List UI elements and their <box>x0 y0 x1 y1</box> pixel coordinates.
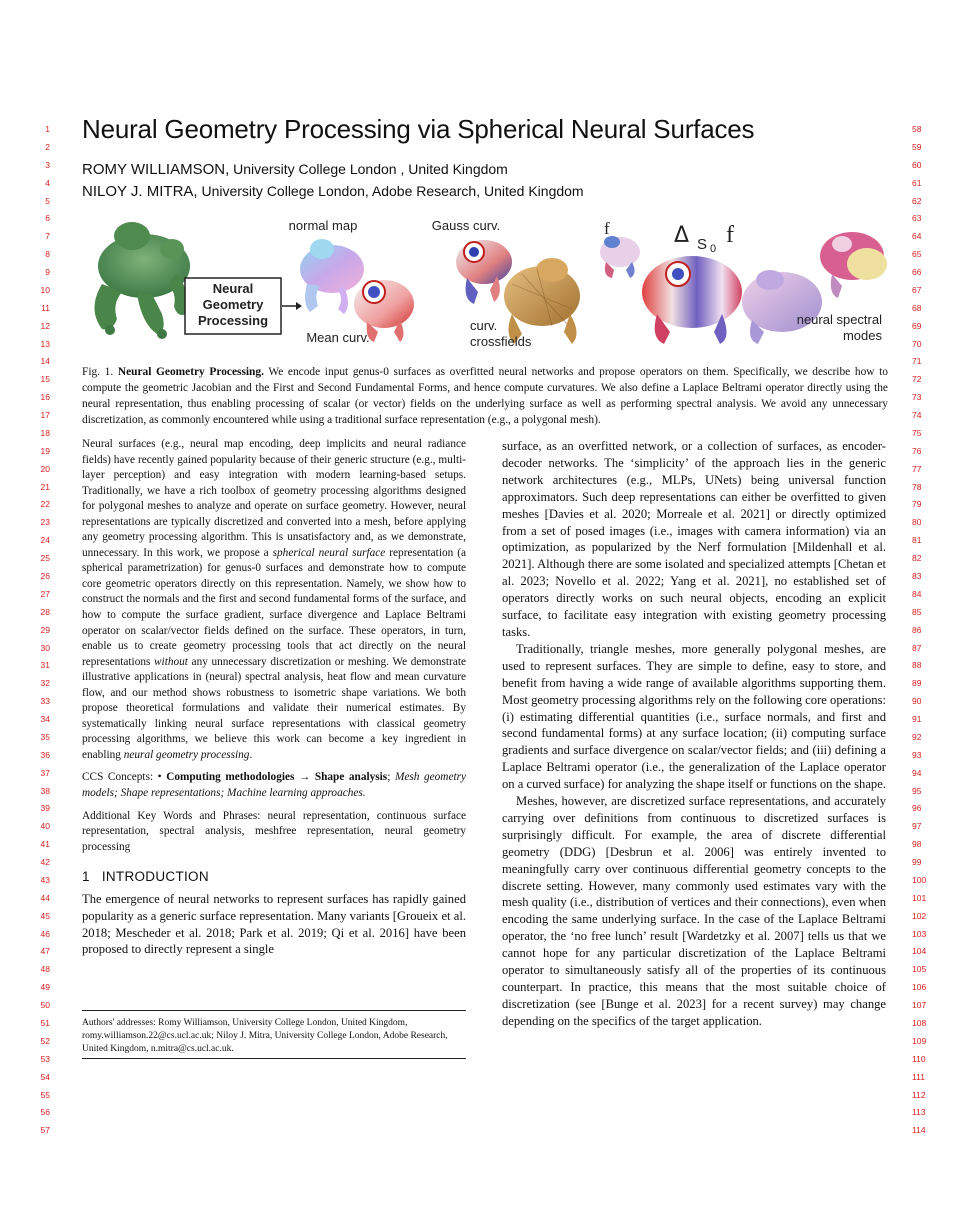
line-number: 37 <box>40 767 50 778</box>
line-number: 90 <box>912 696 922 707</box>
line-number: 66 <box>912 267 922 278</box>
line-number: 100 <box>912 874 927 885</box>
line-number: 10 <box>40 284 50 295</box>
abstract-text: . <box>249 748 253 761</box>
line-number: 84 <box>912 588 922 599</box>
line-number: 80 <box>912 517 922 528</box>
author-name: NILOY J. MITRA, <box>82 183 198 200</box>
laplacian-frog <box>642 256 742 344</box>
line-number: 49 <box>40 982 50 993</box>
label-laplace-sub: S <box>697 236 708 253</box>
line-number: 34 <box>40 714 50 725</box>
line-number: 102 <box>912 910 927 921</box>
ccs-label: CCS Concepts: • <box>82 771 167 784</box>
label-normal-map: normal map <box>288 218 358 233</box>
teaser-figure <box>82 214 892 356</box>
line-number: 30 <box>40 642 50 653</box>
line-number: 8 <box>45 249 50 260</box>
abstract-text: any unnecessary discretization or meshing. We demonstrate illustrative applications in (neural) spectral analysis, heat flow and mean curvature flow, and our method shows robustness to isometric shape variations. We both propose theoretical formulations and validate their numerical estimates. By systematically linking neural surface representations with classical geometry processing algorithms, we believe this work can become a key ingredient in enabling <box>82 655 466 761</box>
footnote-rule <box>82 1058 466 1059</box>
line-number: 3 <box>45 159 50 170</box>
line-number: 32 <box>40 678 50 689</box>
line-number: 58 <box>912 124 922 134</box>
line-number: 89 <box>912 678 922 689</box>
crossfield-frog <box>504 258 580 344</box>
label-laplace-sub0: 0 <box>710 243 717 255</box>
label-curv: curv. <box>470 318 498 333</box>
abstract-em: without <box>154 655 188 668</box>
line-number: 101 <box>912 892 927 903</box>
line-number: 39 <box>40 803 50 814</box>
line-number: 65 <box>912 249 922 260</box>
line-number: 47 <box>40 946 50 957</box>
label-crossfields: crossfields <box>470 334 532 349</box>
line-number: 4 <box>45 177 50 188</box>
line-number: 106 <box>912 982 927 993</box>
line-number: 25 <box>40 553 50 564</box>
author-line-2 <box>82 183 584 200</box>
function-f-frog <box>600 236 640 278</box>
line-number: 86 <box>912 624 922 635</box>
line-number: 85 <box>912 606 922 617</box>
line-number: 109 <box>912 1035 927 1046</box>
line-number: 63 <box>912 213 922 224</box>
line-number: 68 <box>912 302 922 313</box>
line-number: 40 <box>40 821 50 832</box>
line-number: 31 <box>40 660 50 671</box>
line-number: 33 <box>40 696 50 707</box>
author-affiliation: University College London, Adobe Research, United Kingdom <box>197 183 584 199</box>
line-number: 64 <box>912 231 922 242</box>
line-number: 55 <box>40 1089 50 1100</box>
label-modes: modes <box>842 328 882 343</box>
body-paragraph: surface, as an overfitted network, or a collection of surfaces, as encoder-decoder networks. The ‘simplicity’ of the approach lies in the generic network architectures (e.g., MLPs, UNets) being universal function approximators. Such deep representations can either be overfitted to given meshes [Davies et al. 2020; Morreale et al. 2021] or directly optimized from a set of posed images (i.e., images with camera information) via an optimization, as popularized by the Nerf formulation [Mildenhall et al. 2021]. Although there are some isolated and specialized attempts [Chetan et al. 2023; Novello et al. 2022; Yang et al. 2021], no established set of operators directly works on such neural objects, encoding an explicit surface, to facilitate easy integration with existing geometry processing tasks. <box>502 439 886 639</box>
abstract-text: representation (a spherical parametrization) for genus-0 surfaces and demonstrate how to compute core geometric operators directly on this representation. Namely, we show how to construct the normals and the first and second fundamental forms of the surface, and how to compute the surface gradient, surface divergence and Laplace Beltrami operator on scalar/vector fields defined on the surface. These operators, in turn, enable us to create geometry processing tools that act directly on the neural representations <box>82 546 466 668</box>
line-number: 38 <box>40 785 50 796</box>
arrow-head <box>296 302 302 310</box>
box-label-3: Processing <box>197 313 269 328</box>
box-label-1: Neural <box>212 281 254 296</box>
label-f: f <box>604 219 610 238</box>
label-gauss-curv: Gauss curv. <box>431 218 501 233</box>
line-number: 91 <box>912 714 922 725</box>
gauss-curvature-frog <box>456 240 512 304</box>
line-number: 16 <box>40 392 50 403</box>
line-number: 9 <box>45 267 50 278</box>
caption-prefix: Fig. 1. <box>82 366 118 378</box>
line-number: 15 <box>40 374 50 385</box>
line-number: 113 <box>912 1107 926 1118</box>
section-number: 1 <box>82 869 90 885</box>
line-number: 35 <box>40 731 50 742</box>
author-line-1 <box>82 161 508 178</box>
author-affiliation: University College London , United Kingdom <box>229 161 508 177</box>
line-number: 43 <box>40 874 50 885</box>
line-number: 82 <box>912 553 922 564</box>
line-number: 21 <box>40 481 50 492</box>
line-number: 75 <box>912 427 922 438</box>
line-number: 62 <box>912 195 922 206</box>
abstract <box>82 437 466 763</box>
ccs-sep: ; <box>387 771 395 784</box>
line-number: 36 <box>40 749 50 760</box>
left-column <box>82 437 466 958</box>
line-number: 67 <box>912 284 922 295</box>
line-number: 26 <box>40 571 50 581</box>
intro-paragraph: The emergence of neural networks to represent surfaces has rapidly gained popularity as a generic surface representation. Many variants [Groueix et al. 2018; Mescheder et al. 2018; Park et al. 2019; Qi et al. 2016] have been proposed to directly represent a single <box>82 891 466 957</box>
line-number: 110 <box>912 1053 926 1064</box>
line-number: 19 <box>40 445 50 456</box>
label-laplace-delta: Δ <box>674 223 690 248</box>
line-number: 94 <box>912 767 922 778</box>
line-number: 45 <box>40 910 50 921</box>
line-number: 105 <box>912 964 927 975</box>
line-number: 44 <box>40 892 50 903</box>
line-number: 41 <box>40 839 50 850</box>
line-number: 107 <box>912 1000 927 1011</box>
abstract-em: neural geometry processing <box>123 748 250 761</box>
line-number: 48 <box>40 964 50 975</box>
line-number: 77 <box>912 463 922 474</box>
line-number: 23 <box>40 517 50 528</box>
line-number: 14 <box>40 356 50 367</box>
line-number: 70 <box>912 338 922 349</box>
line-number: 7 <box>45 231 50 242</box>
line-number: 20 <box>40 463 50 474</box>
line-number: 112 <box>912 1089 926 1100</box>
line-number: 13 <box>40 338 50 349</box>
line-number: 61 <box>912 177 922 188</box>
abstract-em: spherical neural surface <box>272 546 386 559</box>
body-paragraph: Meshes, however, are discretized surface representations, and accurately carrying over definitions from continuous to discretized surfaces is surprisingly difficult. For example, the area of discrete differential geometry (DDG) [Desbrun et al. 2006] was entirely invented to meaningfully carry over continuous differential geometry concepts to the discrete setting. However, many commonly used estimates vary with the mesh quality (i.e., distribution of vertices and their connections), even when encoding the same underlying surface. In the case of the Laplace Beltrami operator, the ‘no free lunch’ result [Wardetzky et al. 2007] tells us that we cannot hope for any particular discretization of the Laplace Beltrami operator to simultaneously satisfy all of the properties of its continuous counterpart. In practice, this means that the most suitable choice of discretization (see [Bunge et al. 2023] for a recent survey) may change depending on the specifics of the target application. <box>502 794 886 1028</box>
label-neural-spectral: neural spectral <box>796 312 882 327</box>
abstract-text: Neural surfaces (e.g., neural map encoding, deep implicits and neural radiance fields) have recently gained popularity because of their generic structure (e.g., multi-layer perception) and easy integration with modern learning-based setups. Traditionally, we have a rich toolbox of geometry processing algorithms designed for polygonal meshes to analyze and operate on surface geometry. However, neural representations are typically discretized and converted into a mesh, before applying any geometry processing algorithm. This is unsatisfactory and, as we demonstrate, unnecessary. In this work, we propose a <box>82 438 466 559</box>
line-number: 88 <box>912 660 922 671</box>
line-number: 76 <box>912 445 922 456</box>
figure-caption <box>82 364 888 428</box>
line-number: 99 <box>912 857 922 868</box>
line-number: 114 <box>912 1125 926 1136</box>
line-number: 74 <box>912 410 922 421</box>
line-number: 78 <box>912 481 922 492</box>
line-number: 60 <box>912 159 922 170</box>
line-number: 27 <box>40 588 50 599</box>
line-number: 79 <box>912 499 922 510</box>
line-number: 6 <box>45 213 50 224</box>
box-label-2: Geometry <box>202 297 264 312</box>
line-number: 5 <box>45 195 50 206</box>
line-number: 1 <box>45 124 50 134</box>
line-number: 17 <box>40 410 50 421</box>
ccs-concepts <box>82 770 466 801</box>
line-number: 72 <box>912 374 922 385</box>
line-number: 57 <box>40 1125 50 1136</box>
ccs-bold: Computing methodologies → Shape analysis <box>166 771 388 784</box>
section-heading-introduction <box>82 869 466 885</box>
line-number: 18 <box>40 427 50 438</box>
line-number: 53 <box>40 1053 50 1064</box>
line-number: 83 <box>912 571 922 581</box>
line-number: 46 <box>40 928 50 939</box>
line-number: 97 <box>912 821 922 832</box>
body-paragraph: Traditionally, triangle meshes, more generally polygonal meshes, are used to represent surfaces. They are simple to define, easy to store, and benefit from having a wide range of available algorithms supporting them. Most geometry processing algorithms rely on the following core operations: (i) estimating differential quantities (i.e., surface normals, and first and second fundamental forms) at any surface location; (ii) computing surface gradients and surface divergence on scalar/vector fields; and (iii) defining a Laplace Beltrami operator (i.e., the generalization of the Laplace operator on a curved surface) for analyzing the shape itself or functions on the shape. <box>502 641 886 792</box>
right-column <box>502 438 886 1030</box>
line-number: 69 <box>912 320 922 331</box>
keywords: Additional Key Words and Phrases: neural representation, continuous surface representation, spectral analysis, meshfree representation, neural geometry processing <box>82 809 466 853</box>
line-number: 111 <box>912 1071 925 1082</box>
line-number: 12 <box>40 320 50 331</box>
line-number: 92 <box>912 731 922 742</box>
line-number: 81 <box>912 535 922 546</box>
line-number: 56 <box>40 1107 50 1118</box>
line-number: 98 <box>912 839 922 850</box>
line-number: 93 <box>912 749 922 760</box>
caption-text: We encode input genus-0 surfaces as overfitted neural networks and propose operators on them. Specifically, we describe how to compute the geometric Jacobian and the First and Second Fundamental Forms, and hence compute curvatures. We also define a Laplace Beltrami operator directly using the neural representation, thus enabling processing of scalar (or vector) fields on the underlying surface as well as performing spectral analysis. We avoid any unnecessary discretization, as commonly encountered while using a traditional surface representation (e.g., a polygonal mesh). <box>82 366 888 427</box>
line-number: 59 <box>912 141 922 152</box>
line-number: 22 <box>40 499 50 510</box>
line-number: 11 <box>41 302 50 313</box>
paper-title: Neural Geometry Processing via Spherical Neural Surfaces <box>82 114 755 144</box>
authors-addresses-footnote: Authors' addresses: Romy Williamson, University College London, United Kingdom, romy.williamson.22@cs.ucl.ac.uk; Niloy J. Mitra, University College London, Adobe Research, United Kingdom, n.mitra@cs.ucl.ac.uk. <box>82 1010 466 1057</box>
line-number: 87 <box>912 642 922 653</box>
line-number: 96 <box>912 803 922 814</box>
line-number: 2 <box>45 141 50 152</box>
label-laplace-f: f <box>726 222 734 248</box>
line-number: 52 <box>40 1035 50 1046</box>
line-number: 54 <box>40 1071 50 1082</box>
ccs-items: Mesh geometry models; Shape representations; Machine learning approaches. <box>82 771 467 800</box>
line-number: 103 <box>912 928 927 939</box>
line-number: 42 <box>40 857 50 868</box>
line-number: 28 <box>40 606 50 617</box>
input-frog-mesh <box>95 222 191 339</box>
line-number: 95 <box>912 785 922 796</box>
line-number: 50 <box>40 1000 50 1011</box>
caption-bold: Neural Geometry Processing. <box>117 366 264 378</box>
label-mean-curv: Mean curv. <box>306 330 370 345</box>
line-number: 73 <box>912 392 922 403</box>
line-number: 29 <box>40 624 50 635</box>
section-title: INTRODUCTION <box>101 869 209 885</box>
line-number: 51 <box>40 1018 50 1028</box>
line-number: 108 <box>912 1018 927 1028</box>
line-number: 24 <box>40 535 50 546</box>
line-number: 104 <box>912 946 927 957</box>
line-number: 71 <box>912 356 922 367</box>
author-name: ROMY WILLIAMSON, <box>82 161 230 178</box>
